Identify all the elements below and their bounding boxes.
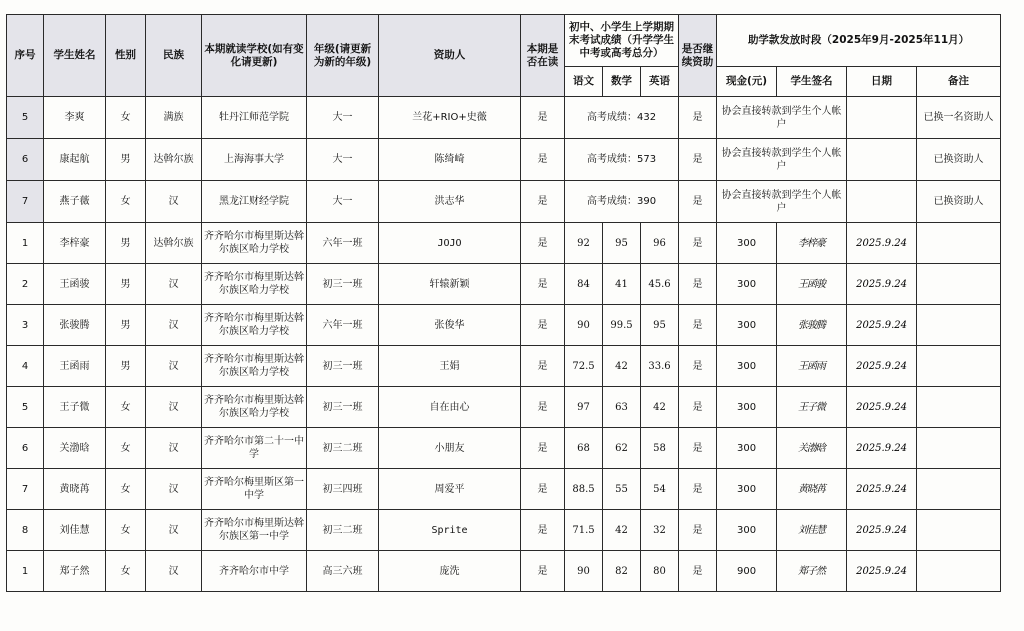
- remark-cell: [917, 264, 1001, 305]
- math-score-cell: 63: [603, 387, 641, 428]
- cash-cell: 300: [717, 387, 777, 428]
- grade-cell: 初三一班: [307, 346, 379, 387]
- enrolled-cell: 是: [521, 305, 565, 346]
- gender-cell: 男: [106, 305, 146, 346]
- chinese-score-cell: 84: [565, 264, 603, 305]
- remark-cell: 已换一名资助人: [917, 97, 1001, 139]
- enrolled-cell: 是: [521, 139, 565, 181]
- ethnicity-cell: 汉: [146, 551, 202, 592]
- school-cell: 齐齐哈尔市梅里斯达斡尔族区第一中学: [202, 510, 307, 551]
- english-score-cell: 32: [641, 510, 679, 551]
- enrolled-cell: 是: [521, 551, 565, 592]
- ethnicity-cell: 汉: [146, 305, 202, 346]
- math-score-cell: 82: [603, 551, 641, 592]
- header-remark: 备注: [917, 67, 1001, 97]
- school-cell: 齐齐哈尔市梅里斯达斡尔族区哈力学校: [202, 346, 307, 387]
- header-ethnicity: 民族: [146, 15, 202, 97]
- grade-cell: 大一: [307, 181, 379, 223]
- enrolled-cell: 是: [521, 510, 565, 551]
- ethnicity-cell: 汉: [146, 264, 202, 305]
- school-cell: 齐齐哈尔市梅里斯达斡尔族区哈力学校: [202, 305, 307, 346]
- grade-cell: 初三二班: [307, 510, 379, 551]
- chinese-score-cell: 71.5: [565, 510, 603, 551]
- student-signature: 黄晓苒: [777, 469, 847, 510]
- signature-date: 2025.9.24: [847, 551, 917, 592]
- chinese-score-cell: 92: [565, 223, 603, 264]
- remark-cell: [917, 223, 1001, 264]
- chinese-score-cell: 97: [565, 387, 603, 428]
- student-signature: 张骏腾: [777, 305, 847, 346]
- signature-date: 2025.9.24: [847, 387, 917, 428]
- cash-cell: 300: [717, 305, 777, 346]
- enrolled-cell: 是: [521, 469, 565, 510]
- table-row: [7, 305, 1001, 346]
- enrolled-cell: 是: [521, 387, 565, 428]
- chinese-score-cell: 88.5: [565, 469, 603, 510]
- header-payment-group: 助学款发放时段（2025年9月-2025年11月）: [717, 15, 1001, 67]
- sponsor-cell: 小朋友: [379, 428, 521, 469]
- continue-cell: 是: [679, 551, 717, 592]
- ethnicity-cell: 汉: [146, 387, 202, 428]
- sponsor-cell: 周爱平: [379, 469, 521, 510]
- name-cell: 康起航: [44, 139, 106, 181]
- header-sponsor: 资助人: [379, 15, 521, 97]
- gender-cell: 女: [106, 387, 146, 428]
- payment-method-cell: 协会直接转款到学生个人帐户: [717, 97, 847, 139]
- school-cell: 齐齐哈尔梅里斯区第一中学: [202, 469, 307, 510]
- table-body: [7, 97, 1001, 223]
- seq-cell: 3: [7, 305, 44, 346]
- header-seq: 序号: [7, 15, 44, 97]
- name-cell: 李爽: [44, 97, 106, 139]
- header-math: 数学: [603, 67, 641, 97]
- school-cell: 齐齐哈尔市中学: [202, 551, 307, 592]
- payment-method-cell: 协会直接转款到学生个人帐户: [717, 139, 847, 181]
- school-cell: 齐齐哈尔市梅里斯达斡尔族区哈力学校: [202, 387, 307, 428]
- payment-method-cell: 协会直接转款到学生个人帐户: [717, 181, 847, 223]
- math-score-cell: 95: [603, 223, 641, 264]
- table-row: [7, 551, 1001, 592]
- math-score-cell: 99.5: [603, 305, 641, 346]
- gender-cell: 女: [106, 181, 146, 223]
- gender-cell: 女: [106, 469, 146, 510]
- student-rows: [7, 223, 1001, 592]
- grade-cell: 初三一班: [307, 387, 379, 428]
- cash-cell: 300: [717, 510, 777, 551]
- student-signature: 王函骏: [777, 264, 847, 305]
- sponsor-cell: JOJO: [379, 223, 521, 264]
- name-cell: 刘佳慧: [44, 510, 106, 551]
- header-english: 英语: [641, 67, 679, 97]
- continue-cell: 是: [679, 428, 717, 469]
- name-cell: 张骏腾: [44, 305, 106, 346]
- chinese-score-cell: 68: [565, 428, 603, 469]
- grade-cell: 六年一班: [307, 223, 379, 264]
- signature-date: 2025.9.24: [847, 346, 917, 387]
- ethnicity-cell: 汉: [146, 181, 202, 223]
- remark-cell: [917, 346, 1001, 387]
- math-score-cell: 62: [603, 428, 641, 469]
- enrolled-cell: 是: [521, 181, 565, 223]
- name-cell: 郑子然: [44, 551, 106, 592]
- sponsor-cell: 自在由心: [379, 387, 521, 428]
- date-cell: [847, 97, 917, 139]
- date-cell: [847, 181, 917, 223]
- table-row: [7, 469, 1001, 510]
- gender-cell: 男: [106, 346, 146, 387]
- cash-cell: 300: [717, 223, 777, 264]
- enrolled-cell: 是: [521, 264, 565, 305]
- signature-date: 2025.9.24: [847, 510, 917, 551]
- gender-cell: 女: [106, 551, 146, 592]
- ethnicity-cell: 达斡尔族: [146, 223, 202, 264]
- seq-cell: 6: [7, 428, 44, 469]
- student-signature: 关渤晗: [777, 428, 847, 469]
- sponsor-cell: 王娟: [379, 346, 521, 387]
- math-score-cell: 41: [603, 264, 641, 305]
- sponsor-cell: Sprite: [379, 510, 521, 551]
- table-header: [7, 15, 1001, 97]
- header-enrolled: 本期是否在读: [521, 15, 565, 97]
- continue-cell: 是: [679, 223, 717, 264]
- table-row: [7, 387, 1001, 428]
- ethnicity-cell: 满族: [146, 97, 202, 139]
- school-cell: 齐齐哈尔市第二十一中学: [202, 428, 307, 469]
- ethnicity-cell: 汉: [146, 346, 202, 387]
- name-cell: 李梓豪: [44, 223, 106, 264]
- ethnicity-cell: 汉: [146, 428, 202, 469]
- grade-cell: 初三一班: [307, 264, 379, 305]
- header-gender: 性别: [106, 15, 146, 97]
- chinese-score-cell: 72.5: [565, 346, 603, 387]
- header-grade: 年级(请更新为新的年级): [307, 15, 379, 97]
- signature-date: 2025.9.24: [847, 305, 917, 346]
- seq-cell: 8: [7, 510, 44, 551]
- enrolled-cell: 是: [521, 97, 565, 139]
- math-score-cell: 55: [603, 469, 641, 510]
- grade-cell: 初三二班: [307, 428, 379, 469]
- school-cell: 牡丹江师范学院: [202, 97, 307, 139]
- remark-cell: 已换资助人: [917, 139, 1001, 181]
- seq-cell: 7: [7, 469, 44, 510]
- ethnicity-cell: 达斡尔族: [146, 139, 202, 181]
- student-signature: 刘佳慧: [777, 510, 847, 551]
- continue-cell: 是: [679, 346, 717, 387]
- grade-cell: 高三六班: [307, 551, 379, 592]
- english-score-cell: 45.6: [641, 264, 679, 305]
- chinese-score-cell: 90: [565, 551, 603, 592]
- remark-cell: [917, 305, 1001, 346]
- grade-cell: 初三四班: [307, 469, 379, 510]
- continue-cell: 是: [679, 469, 717, 510]
- table-row: [7, 428, 1001, 469]
- school-cell: 齐齐哈尔市梅里斯达斡尔族区哈力学校: [202, 223, 307, 264]
- seq-cell: 5: [7, 387, 44, 428]
- sponsor-cell: 洪志华: [379, 181, 521, 223]
- english-score-cell: 96: [641, 223, 679, 264]
- seq-cell: 7: [7, 181, 44, 223]
- exam-score-cell: 高考成绩：573: [565, 139, 679, 181]
- sponsor-cell: 庞洗: [379, 551, 521, 592]
- name-cell: 王函骏: [44, 264, 106, 305]
- grade-cell: 大一: [307, 139, 379, 181]
- header-school: 本期就读学校(如有变化请更新): [202, 15, 307, 97]
- enrolled-cell: 是: [521, 346, 565, 387]
- seq-cell: 4: [7, 346, 44, 387]
- continue-cell: 是: [679, 305, 717, 346]
- student-signature: 王函雨: [777, 346, 847, 387]
- cash-cell: 300: [717, 469, 777, 510]
- ethnicity-cell: 汉: [146, 469, 202, 510]
- continue-cell: 是: [679, 510, 717, 551]
- seq-cell: 5: [7, 97, 44, 139]
- name-cell: 黄晓苒: [44, 469, 106, 510]
- table-row: [7, 139, 1001, 181]
- table-row: [7, 346, 1001, 387]
- header-scores-group: 初中、小学生上学期期末考试成绩（升学学生中考或高考总分）: [565, 15, 679, 67]
- continue-cell: 是: [679, 181, 717, 223]
- gender-cell: 男: [106, 139, 146, 181]
- gender-cell: 男: [106, 223, 146, 264]
- school-cell: 上海海事大学: [202, 139, 307, 181]
- seq-cell: 6: [7, 139, 44, 181]
- student-signature: 郑子然: [777, 551, 847, 592]
- table-row: [7, 264, 1001, 305]
- cash-cell: 900: [717, 551, 777, 592]
- table-row: [7, 510, 1001, 551]
- continue-cell: 是: [679, 97, 717, 139]
- remark-cell: [917, 510, 1001, 551]
- english-score-cell: 33.6: [641, 346, 679, 387]
- sponsor-cell: 陈绮崎: [379, 139, 521, 181]
- name-cell: 燕子薇: [44, 181, 106, 223]
- school-cell: 黑龙江财经学院: [202, 181, 307, 223]
- cash-cell: 300: [717, 346, 777, 387]
- header-chinese: 语文: [565, 67, 603, 97]
- table-row: [7, 223, 1001, 264]
- name-cell: 关渤晗: [44, 428, 106, 469]
- sponsor-cell: 兰花+RIO+史薇: [379, 97, 521, 139]
- gender-cell: 女: [106, 510, 146, 551]
- cash-cell: 300: [717, 264, 777, 305]
- signature-date: 2025.9.24: [847, 469, 917, 510]
- english-score-cell: 80: [641, 551, 679, 592]
- header-signature: 学生签名: [777, 67, 847, 97]
- english-score-cell: 54: [641, 469, 679, 510]
- enrolled-cell: 是: [521, 428, 565, 469]
- continue-cell: 是: [679, 264, 717, 305]
- seq-cell: 1: [7, 223, 44, 264]
- continue-cell: 是: [679, 387, 717, 428]
- table-row: [7, 181, 1001, 223]
- sponsor-cell: 轩辕新颖: [379, 264, 521, 305]
- exam-score-cell: 高考成绩：390: [565, 181, 679, 223]
- header-cash: 现金(元): [717, 67, 777, 97]
- name-cell: 王函雨: [44, 346, 106, 387]
- enrolled-cell: 是: [521, 223, 565, 264]
- header-date: 日期: [847, 67, 917, 97]
- remark-cell: 已换资助人: [917, 181, 1001, 223]
- name-cell: 王子微: [44, 387, 106, 428]
- header-continue: 是否继续资助: [679, 15, 717, 97]
- date-cell: [847, 139, 917, 181]
- remark-cell: [917, 469, 1001, 510]
- school-cell: 齐齐哈尔市梅里斯达斡尔族区哈力学校: [202, 264, 307, 305]
- english-score-cell: 58: [641, 428, 679, 469]
- grade-cell: 大一: [307, 97, 379, 139]
- gender-cell: 男: [106, 264, 146, 305]
- english-score-cell: 42: [641, 387, 679, 428]
- cash-cell: 300: [717, 428, 777, 469]
- math-score-cell: 42: [603, 510, 641, 551]
- remark-cell: [917, 428, 1001, 469]
- header-name: 学生姓名: [44, 15, 106, 97]
- seq-cell: 1: [7, 551, 44, 592]
- grade-cell: 六年一班: [307, 305, 379, 346]
- ethnicity-cell: 汉: [146, 510, 202, 551]
- signature-date: 2025.9.24: [847, 428, 917, 469]
- remark-cell: [917, 387, 1001, 428]
- aid-distribution-table: [6, 14, 1001, 592]
- gender-cell: 女: [106, 428, 146, 469]
- sponsor-cell: 张俊华: [379, 305, 521, 346]
- continue-cell: 是: [679, 139, 717, 181]
- math-score-cell: 42: [603, 346, 641, 387]
- remark-cell: [917, 551, 1001, 592]
- student-signature: 李梓豪: [777, 223, 847, 264]
- signature-date: 2025.9.24: [847, 223, 917, 264]
- chinese-score-cell: 90: [565, 305, 603, 346]
- table-row: [7, 97, 1001, 139]
- seq-cell: 2: [7, 264, 44, 305]
- exam-score-cell: 高考成绩：432: [565, 97, 679, 139]
- gender-cell: 女: [106, 97, 146, 139]
- english-score-cell: 95: [641, 305, 679, 346]
- student-signature: 王子微: [777, 387, 847, 428]
- signature-date: 2025.9.24: [847, 264, 917, 305]
